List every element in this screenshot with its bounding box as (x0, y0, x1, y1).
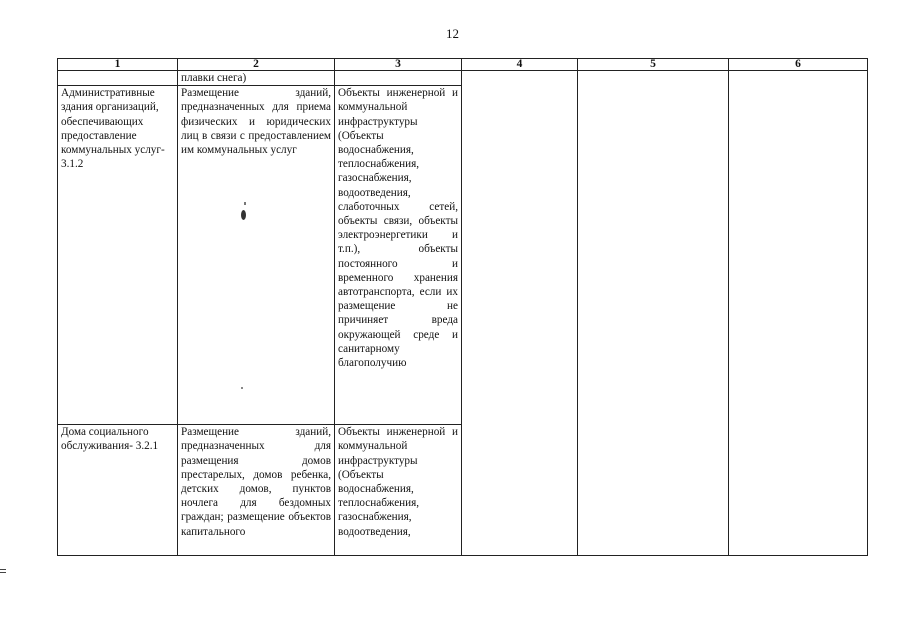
col-header-3: 3 (335, 59, 462, 71)
scan-artifact (241, 210, 246, 220)
col-header-1: 1 (58, 59, 178, 71)
use-description-cell: Размещение зданий, предназначенных для приема физических и юридических лиц в связи с предоставлением им коммунальных услуг (178, 86, 335, 425)
continuation-cell-2: плавки снега) (178, 71, 335, 86)
use-name-cell: Дома социального обслуживания- 3.2.1 (58, 425, 178, 556)
use-description-cell: Размещение зданий, предназначенных для размещения домов престарелых, домов ребенка, детских домов, пунктов ночлега для бездомных граждан; размещение объектов капитального (178, 425, 335, 556)
regulation-table (57, 58, 868, 556)
col-header-2: 2 (178, 59, 335, 71)
edge-mark (0, 569, 6, 573)
empty-cell-4 (462, 71, 578, 556)
header-row (58, 59, 868, 71)
col-header-4: 4 (462, 59, 578, 71)
col-header-5: 5 (578, 59, 729, 71)
auxiliary-objects-cell: Объекты инженерной и коммунальной инфраструктуры (Объекты водоснабжения, теплоснабжения, газоснабжения, водоотведения, (335, 425, 462, 556)
scan-artifact (244, 202, 246, 205)
use-name-cell: Административные здания организаций, обеспечивающих предоставление коммунальных услуг- 3.1.2 (58, 86, 178, 425)
empty-cell-6 (729, 71, 868, 556)
continuation-cell-1 (58, 71, 178, 86)
col-header-6: 6 (729, 59, 868, 71)
auxiliary-objects-cell: Объекты инженерной и коммунальной инфраструктуры (Объекты водоснабжения, теплоснабжения, газоснабжения, водоотведения, слаботочных сетей, объекты связи, объекты электроэнергетики и т.п.), объекты постоянного и временного хранения автотранспорта, если их размещение не причиняет вреда окружающей среде и санитарному благополучию (335, 86, 462, 425)
continuation-cell-3 (335, 71, 462, 86)
page-number: 12 (446, 26, 459, 41)
continuation-row (58, 71, 868, 86)
empty-cell-5 (578, 71, 729, 556)
scan-artifact (241, 387, 243, 389)
